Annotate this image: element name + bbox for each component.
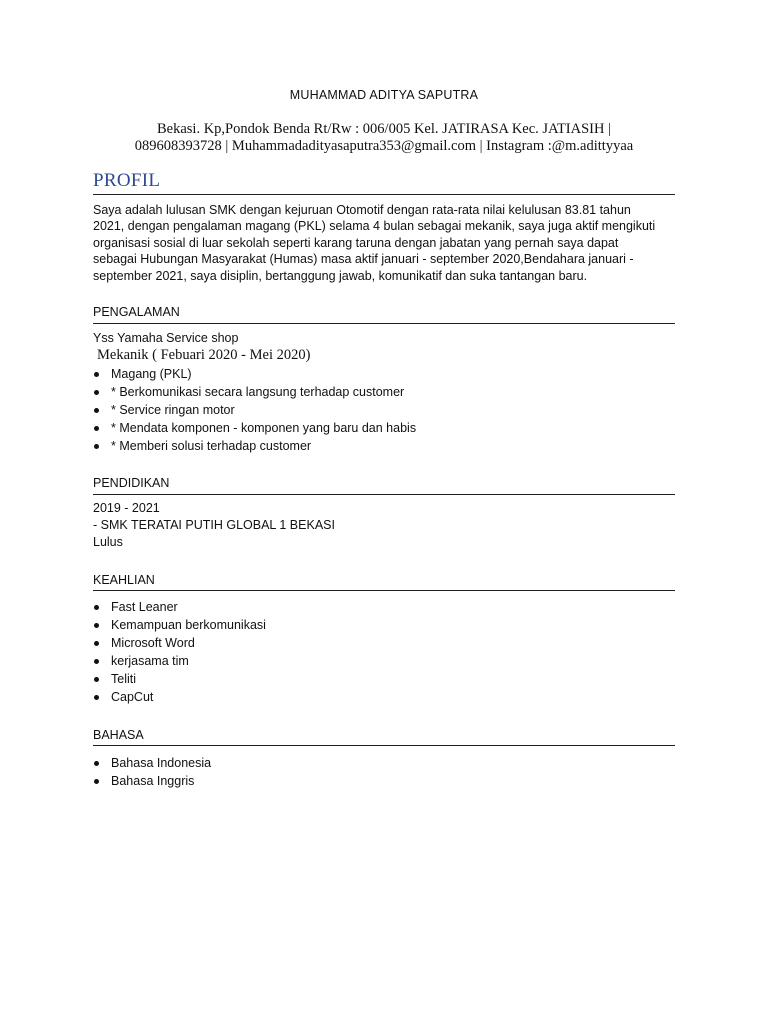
list-item: Microsoft Word xyxy=(93,634,266,652)
profil-line: september 2021, saya disiplin, bertanggung jawab, komunikatif dan suka tantangan baru. xyxy=(93,268,588,283)
pendidikan-school: - SMK TERATAI PUTIH GLOBAL 1 BEKASI xyxy=(93,518,335,532)
bullet-icon xyxy=(94,623,99,628)
profil-line: Saya adalah lulusan SMK dengan kejuruan Otomotif dengan rata-rata nilai kelulusan 83.81 tahun xyxy=(93,203,631,217)
bullet-icon xyxy=(94,390,99,395)
pendidikan-divider xyxy=(93,494,675,495)
pengalaman-heading: PENGALAMAN xyxy=(93,305,180,319)
keahlian-heading: KEAHLIAN xyxy=(93,573,155,587)
profil-divider xyxy=(93,194,675,195)
list-item: * Service ringan motor xyxy=(93,401,416,419)
list-item: Bahasa Inggris xyxy=(93,772,211,790)
bullet-icon xyxy=(94,677,99,682)
resume-name: MUHAMMAD ADITYA SAPUTRA xyxy=(289,88,479,102)
bullet-icon xyxy=(94,605,99,610)
pendidikan-heading: PENDIDIKAN xyxy=(93,476,170,490)
pengalaman-divider xyxy=(93,323,675,324)
bullet-icon xyxy=(94,761,99,766)
pengalaman-company: Yss Yamaha Service shop xyxy=(93,331,239,345)
pendidikan-years: 2019 - 2021 xyxy=(93,501,160,515)
pengalaman-list xyxy=(93,365,416,455)
bahasa-heading: BAHASA xyxy=(93,728,144,742)
pengalaman-role: Mekanik ( Febuari 2020 - Mei 2020) xyxy=(97,347,311,363)
list-item: Fast Leaner xyxy=(93,598,266,616)
list-item: CapCut xyxy=(93,688,266,706)
bahasa-divider xyxy=(93,745,675,746)
bullet-icon xyxy=(94,426,99,431)
bullet-icon xyxy=(94,408,99,413)
bullet-icon xyxy=(94,779,99,784)
bullet-icon xyxy=(94,372,99,377)
list-item: kerjasama tim xyxy=(93,652,266,670)
contact-phone-email: 089608393728 | Muhammadadityasaputra353@gmail.com | Instagram :@m.adittyyaa xyxy=(134,138,634,154)
profil-line: 2021, dengan pengalaman magang (PKL) selama 4 bulan sebagai mekanik, saya juga aktif mengikuti xyxy=(93,219,656,234)
contact-address: Bekasi. Kp,Pondok Benda Rt/Rw : 006/005 Kel. JATIRASA Kec. JATIASIH | xyxy=(156,121,611,137)
bullet-icon xyxy=(94,444,99,449)
list-item: Magang (PKL) xyxy=(93,365,416,383)
profil-line: organisasi sosial di luar sekolah seperti karang taruna dengan jabatan yang pernah saya dapat xyxy=(93,235,619,250)
profil-paragraph xyxy=(93,202,675,284)
profil-heading: PROFIL xyxy=(93,170,161,191)
keahlian-divider xyxy=(93,590,675,591)
bullet-icon xyxy=(94,695,99,700)
bahasa-list xyxy=(93,754,211,790)
bullet-icon xyxy=(94,659,99,664)
list-item: * Mendata komponen - komponen yang baru dan habis xyxy=(93,419,416,437)
keahlian-list xyxy=(93,598,266,706)
bullet-icon xyxy=(94,641,99,646)
profil-line: sebagai Hubungan Masyarakat (Humas) masa aktif januari - september 2020,Bendahara januari - xyxy=(93,252,634,267)
list-item: Bahasa Indonesia xyxy=(93,754,211,772)
list-item: Teliti xyxy=(93,670,266,688)
pendidikan-status: Lulus xyxy=(93,535,123,549)
list-item: * Memberi solusi terhadap customer xyxy=(93,437,416,455)
list-item: * Berkomunikasi secara langsung terhadap customer xyxy=(93,383,416,401)
list-item: Kemampuan berkomunikasi xyxy=(93,616,266,634)
